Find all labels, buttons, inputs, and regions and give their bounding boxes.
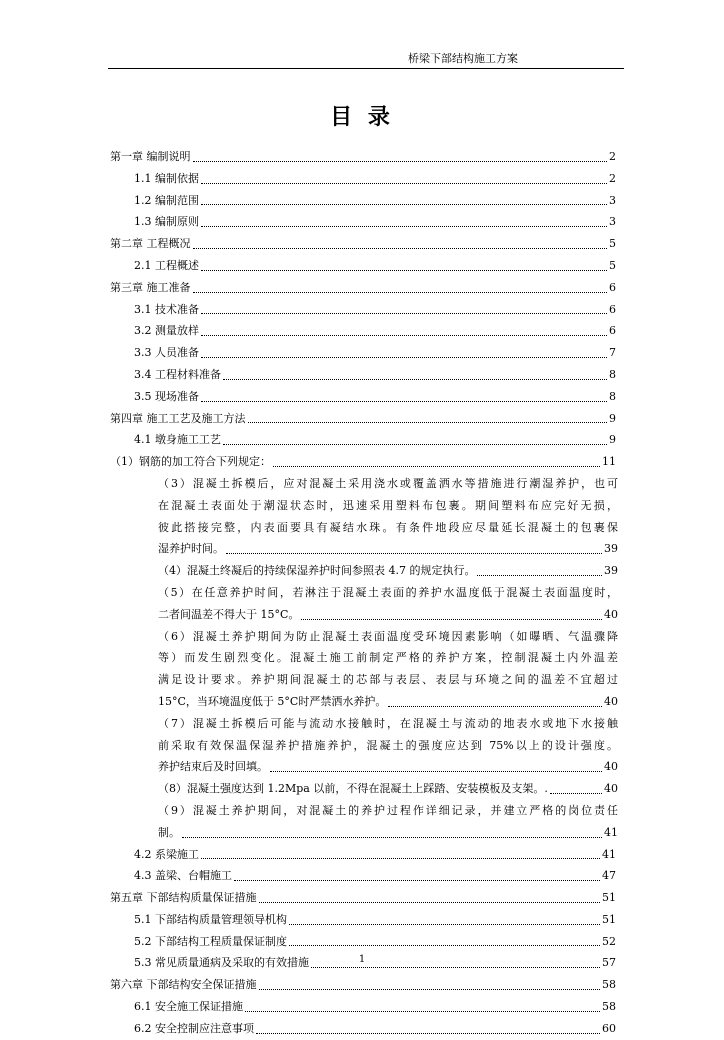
toc-paragraph-line: （7）混凝土拆模后可能与流动水接触时，在混凝土与流动的地表水或地下水接触 — [158, 716, 618, 730]
toc-paragraph-text: （8）混凝土强度达到 1.2Mpa 以前，不得在混凝土上踩踏、安装模板及支架。. — [158, 782, 548, 796]
toc-paragraph-line: 彼此搭接完整，内表面要具有凝结水珠。有条件地段应尽量延长混凝土的包裹保 — [158, 520, 618, 534]
toc-entry-title: 3.2 测量放样 — [134, 324, 199, 338]
toc-entry-title: 3.5 现场准备 — [134, 389, 199, 403]
page-title: 目 录 — [330, 105, 394, 130]
toc-entry[interactable] — [110, 996, 616, 1018]
toc-entry-title: 3.1 技术准备 — [134, 302, 199, 316]
toc-entry-page: 3 — [609, 193, 616, 207]
toc-entry-page: 5 — [609, 258, 616, 272]
toc-entry-page: 3 — [609, 215, 616, 229]
toc-entry-title: 1.2 编制范围 — [134, 193, 199, 207]
toc-entry[interactable] — [110, 931, 616, 953]
toc-paragraph-line: 等）而发生剧烈变化。混凝土施工前制定严格的养护方案，控制混凝土内外温差 — [158, 651, 618, 665]
toc-entry[interactable] — [110, 386, 616, 408]
dot-leader — [201, 183, 607, 184]
toc-entry[interactable] — [110, 299, 616, 321]
toc-entry[interactable] — [110, 255, 616, 277]
toc-entry-page: 47 — [602, 869, 616, 883]
toc-entry-page: 60 — [602, 1021, 616, 1035]
toc-entry-title: 4.2 系梁施工 — [134, 847, 199, 861]
toc-entry-page: 8 — [609, 389, 616, 403]
toc-entry-title: 第二章 工程概况 — [110, 237, 191, 251]
running-header: 桥梁下部结构施工方案 — [408, 52, 518, 65]
toc-entry-title: 3.3 人员准备 — [134, 346, 199, 360]
toc-paragraph-line: （9）混凝土养护期间，对混凝土的养护过程作详细记录，并建立严格的岗位责任 — [158, 803, 618, 817]
toc-entry-page: 9 — [609, 411, 616, 425]
toc-entry[interactable] — [110, 211, 616, 233]
toc-paragraph-lastline — [158, 756, 618, 778]
toc-paragraph-lastline — [158, 604, 618, 626]
toc-entry-page: 5 — [609, 237, 616, 251]
dot-leader — [289, 924, 600, 925]
toc-paragraph-lastline — [158, 822, 618, 844]
toc-entry-page: 40 — [604, 694, 618, 708]
toc-entry-page: 40 — [604, 782, 618, 796]
toc-entry-title: 1.3 编制原则 — [134, 215, 199, 229]
toc-entry-title: 3.4 工程材料准备 — [134, 367, 221, 381]
dot-leader — [201, 357, 607, 358]
dot-leader — [311, 967, 600, 968]
toc-paragraph-line: 在混凝土表面处于潮湿状态时，迅速采用塑料布包裹。期间塑料布应完好无损， — [158, 498, 618, 512]
toc-entry[interactable] — [110, 320, 616, 342]
toc-paragraph-entry[interactable] — [158, 626, 618, 713]
toc-paragraph-text: 养护结束后及时回填。 — [158, 760, 268, 774]
toc-paragraph-text: 15°C，当环境温度低于 5°C时严禁洒水养护。 — [158, 694, 387, 708]
toc-entry[interactable] — [110, 364, 616, 386]
toc-entry[interactable] — [110, 429, 616, 451]
dot-leader — [259, 902, 601, 903]
toc-entry-page: 57 — [602, 956, 616, 970]
toc-entry-page: 8 — [609, 367, 616, 381]
dot-leader — [301, 619, 602, 620]
page-number: 1 — [358, 954, 366, 965]
toc-entry-page: 6 — [609, 280, 616, 294]
toc-entry-page: 7 — [609, 346, 616, 360]
toc-entry-title: 6.2 安全控制应注意事项 — [134, 1021, 254, 1035]
dot-leader — [248, 422, 608, 423]
toc-paragraph-entry[interactable] — [158, 800, 618, 844]
toc-entry[interactable] — [110, 277, 616, 299]
toc-entry-page: 51 — [602, 891, 616, 905]
dot-leader — [477, 575, 602, 576]
toc-entry-title: 6.1 安全施工保证措施 — [134, 1000, 243, 1014]
toc-entry-page: 51 — [602, 912, 616, 926]
dot-leader — [201, 858, 600, 859]
toc-entry-title: 第六章 下部结构安全保证措施 — [110, 978, 257, 992]
toc-entry[interactable] — [110, 1018, 616, 1040]
toc-entry[interactable] — [110, 168, 616, 190]
dot-leader — [226, 553, 602, 554]
toc-entry-title: 5.2 下部结构工程质量保证制度 — [134, 934, 287, 948]
toc-entry[interactable] — [110, 974, 616, 996]
toc-paragraph-entry[interactable] — [158, 473, 618, 560]
toc-entry-page: 41 — [602, 847, 616, 861]
toc-entry-title: 第四章 施工工艺及施工方法 — [110, 411, 246, 425]
toc-entry-page: 52 — [602, 934, 616, 948]
dot-leader — [550, 793, 602, 794]
toc-entry-title: 4.1 墩身施工工艺 — [134, 433, 221, 447]
toc-entry-title: 4.3 盖梁、台帽施工 — [134, 869, 232, 883]
toc-paragraph-text: （4）混凝土终凝后的持续保湿养护时间参照表 4.7 的规定执行。 — [158, 564, 476, 578]
toc-paragraph-line: （3）混凝土拆模后，应对混凝土采用浇水或覆盖洒水等措施进行潮湿养护，也可 — [158, 476, 618, 490]
dot-leader — [273, 466, 600, 467]
toc-paragraph-lastline — [158, 560, 618, 582]
dot-leader — [201, 401, 607, 402]
dot-leader — [193, 248, 608, 249]
dot-leader — [201, 335, 607, 336]
dot-leader — [289, 945, 600, 946]
toc-entry-page: 11 — [602, 455, 616, 469]
toc-entry[interactable] — [110, 190, 616, 212]
dot-leader — [182, 837, 602, 838]
toc-entry-page: 39 — [604, 564, 618, 578]
toc-entry-title: 第一章 编制说明 — [110, 150, 191, 163]
toc-entry-title: 5.1 下部结构质量管理领导机构 — [134, 912, 287, 926]
toc-paragraph-line: 满足设计要求。养护期间混凝土的芯部与表层、表层与环境之间的温差不宜超过 — [158, 673, 618, 687]
toc-entry-title: 1.1 编制依据 — [134, 171, 199, 185]
dot-leader — [245, 1011, 600, 1012]
dot-leader — [256, 1033, 600, 1034]
toc-entry-page: 40 — [604, 607, 618, 621]
dot-leader — [223, 444, 607, 445]
toc-entry[interactable] — [110, 451, 616, 473]
toc-paragraph-text: 二者间温差不得大于 15°C。 — [158, 607, 300, 621]
toc-entry-page: 9 — [609, 433, 616, 447]
toc-paragraph-lastline — [158, 778, 618, 800]
toc-entry[interactable] — [110, 233, 616, 255]
toc-entry-page: 6 — [609, 302, 616, 316]
toc-entry[interactable] — [110, 146, 616, 168]
toc-entry[interactable] — [110, 865, 616, 887]
dot-leader — [201, 204, 607, 205]
dot-leader — [193, 161, 608, 162]
toc-paragraph-lastline — [158, 538, 618, 560]
toc-entry[interactable] — [110, 909, 616, 931]
toc-entry[interactable] — [110, 887, 616, 909]
dot-leader — [270, 771, 602, 772]
toc-entry-title: （1）钢筋的加工符合下列规定： — [110, 455, 271, 469]
toc-entry[interactable] — [110, 844, 616, 866]
toc-entry-title: 第三章 施工准备 — [110, 280, 191, 294]
toc-entry[interactable] — [110, 342, 616, 364]
toc-entry-page: 6 — [609, 324, 616, 338]
toc-paragraph-text: 制。 — [158, 825, 180, 839]
toc-paragraph-lastline — [158, 691, 618, 713]
toc-entry-page: 39 — [604, 542, 618, 556]
toc-paragraph-entry[interactable] — [158, 713, 618, 778]
toc-entry-page: 2 — [609, 150, 616, 163]
dot-leader — [259, 989, 601, 990]
dot-leader — [234, 880, 600, 881]
toc-entry-page: 58 — [602, 978, 616, 992]
toc-entry-page: 2 — [609, 171, 616, 185]
toc-paragraph-entry[interactable] — [158, 560, 618, 582]
toc-paragraph-line: （5）在任意养护时间，若淋注于混凝土表面的养护水温度低于混凝土表面温度时， — [158, 585, 618, 599]
toc-entry-page: 58 — [602, 1000, 616, 1014]
toc-entry-title: 2.1 工程概述 — [134, 258, 199, 272]
toc-entry-title: 5.3 常见质量通病及采取的有效措施 — [134, 956, 309, 970]
toc-entry-title: 第五章 下部结构质量保证措施 — [110, 891, 257, 905]
toc-paragraph-entry[interactable] — [158, 778, 618, 800]
header-rule — [108, 68, 624, 69]
toc-paragraph-line: （6）混凝土养护期间为防止混凝土表面温度受环境因素影响（如曝晒、气温骤降 — [158, 629, 618, 643]
dot-leader — [223, 379, 607, 380]
toc-entry-page: 40 — [604, 760, 618, 774]
toc-entry-page: 41 — [604, 825, 618, 839]
toc-paragraph-entry[interactable] — [158, 582, 618, 626]
toc-entry[interactable] — [110, 408, 616, 430]
dot-leader — [201, 226, 607, 227]
toc-paragraph-text: 湿养护时间。 — [158, 542, 224, 556]
dot-leader — [201, 270, 607, 271]
dot-leader — [388, 706, 602, 707]
dot-leader — [201, 313, 607, 314]
dot-leader — [193, 292, 608, 293]
table-of-contents — [110, 146, 616, 1040]
toc-paragraph-line: 前采取有效保温保湿养护措施养护，混凝土的强度应达到 75%以上的设计强度。 — [158, 738, 618, 752]
